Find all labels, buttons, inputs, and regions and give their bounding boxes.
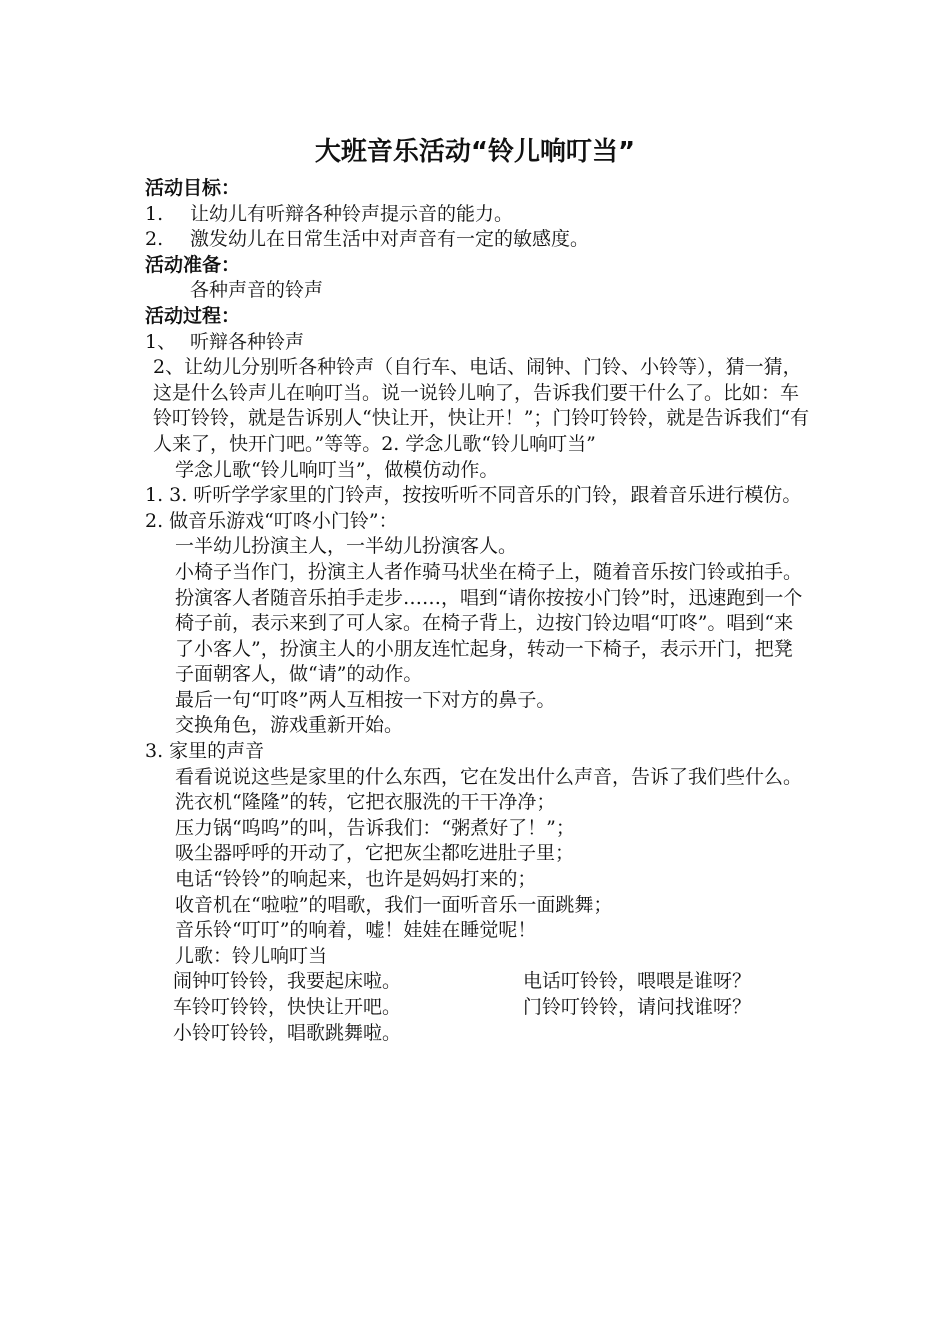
process-heading: 活动过程： — [145, 304, 241, 327]
song-left: 车铃叮铃铃，快快让开吧。 — [173, 996, 402, 1018]
song-left: 闹钟叮铃铃，我要起床啦。 — [173, 970, 402, 993]
game-line-2: 小椅子当作门，扮演主人者作骑马状坐在椅子上，随着音乐按门铃或拍手。扮演客人者随音乐拍手走步……，唱到“请你按按小门铃”时，迅速跑到一个椅子前，表示来到了可人家。在椅子背上，边按门铃边唱“叮咚”。唱到“来了小客人”，扮演主人的小朋友连忙起身，转动一下椅子，表示开门，把凳子面朝客人，做“请”的动作。 — [175, 560, 803, 686]
document-title: 大班音乐活动“铃儿响叮当” — [314, 137, 636, 167]
goals-heading: 活动目标： — [145, 177, 241, 199]
step-1 — [145, 330, 810, 356]
home-line: 洗衣机“隆隆”的转，它把衣服洗的干干净净； — [175, 791, 556, 814]
goal-item-1 — [145, 202, 810, 228]
document-body — [145, 176, 810, 1046]
home-line: 吸尘器呼呼的开动了，它把灰尘都吃进肚子里； — [175, 842, 575, 865]
home-line: 收音机在“啦啦”的唱歌，我们一面听音乐一面跳舞； — [175, 893, 613, 916]
goal-num: 2. — [145, 228, 164, 251]
home-intro: 看看说说这些是家里的什么东西，它在发出什么声音，告诉了我们些什么。 — [175, 765, 803, 788]
song-row — [145, 969, 810, 995]
step-2-paragraph: 2、让幼儿分别听各种铃声（自行车、电话、闹钟、门铃、小铃等），猜一猜，这是什么铃声儿在响叮当。说一说铃儿响了，告诉我们要干什么了。比如：车铃叮铃铃，就是告诉别人“快让开，快让开！”；门铃叮铃铃，就是告诉我们“有人来了，快开门吧。”等等。2. 学念儿歌“铃儿响叮当” — [153, 356, 810, 455]
game-line-4: 交换角色，游戏重新开始。 — [175, 714, 404, 737]
learn-song-text: 学念儿歌“铃儿响叮当”，做模仿动作。 — [175, 458, 499, 481]
prep-text: 各种声音的铃声 — [190, 279, 324, 302]
game-line-3: 最后一句“叮咚”两人互相按一下对方的鼻子。 — [175, 688, 556, 711]
song-left: 小铃叮铃铃，唱歌跳舞啦。 — [173, 1021, 402, 1044]
prep-heading: 活动准备： — [145, 253, 241, 276]
home-line: 音乐铃“叮叮”的响着，嘘！娃娃在睡觉呢！ — [175, 919, 537, 942]
home-line: 电话“铃铃”的响起来，也许是妈妈打来的； — [175, 868, 537, 891]
goal-text: 让幼儿有听辩各种铃声提示音的能力。 — [190, 202, 514, 225]
step-1-3-text: 1. 3. 听听学学家里的门铃声，按按听听不同音乐的门铃，跟着音乐进行模仿。 — [145, 484, 802, 507]
goal-text: 激发幼儿在日常生活中对声音有一定的敏感度。 — [190, 228, 590, 251]
song-title: 儿歌：铃儿响叮当 — [175, 944, 328, 967]
game-line-1: 一半幼儿扮演主人，一半幼儿扮演客人。 — [175, 535, 518, 558]
step-num: 1、 — [145, 330, 177, 353]
song-row — [145, 995, 810, 1021]
goal-item-2 — [145, 227, 810, 253]
game-title: 2. 做音乐游戏“叮咚小门铃”： — [145, 509, 398, 532]
song-right: 门铃叮铃铃，请问找谁呀？ — [523, 996, 752, 1018]
home-title: 3. 家里的声音 — [145, 740, 265, 763]
song-right: 电话叮铃铃，喂喂是谁呀？ — [523, 970, 752, 993]
song-row — [145, 1021, 810, 1047]
home-line: 压力锅“呜呜”的叫，告诉我们：“粥煮好了！”； — [175, 816, 575, 839]
goal-num: 1. — [145, 202, 164, 225]
step-text: 听辩各种铃声 — [190, 330, 305, 353]
